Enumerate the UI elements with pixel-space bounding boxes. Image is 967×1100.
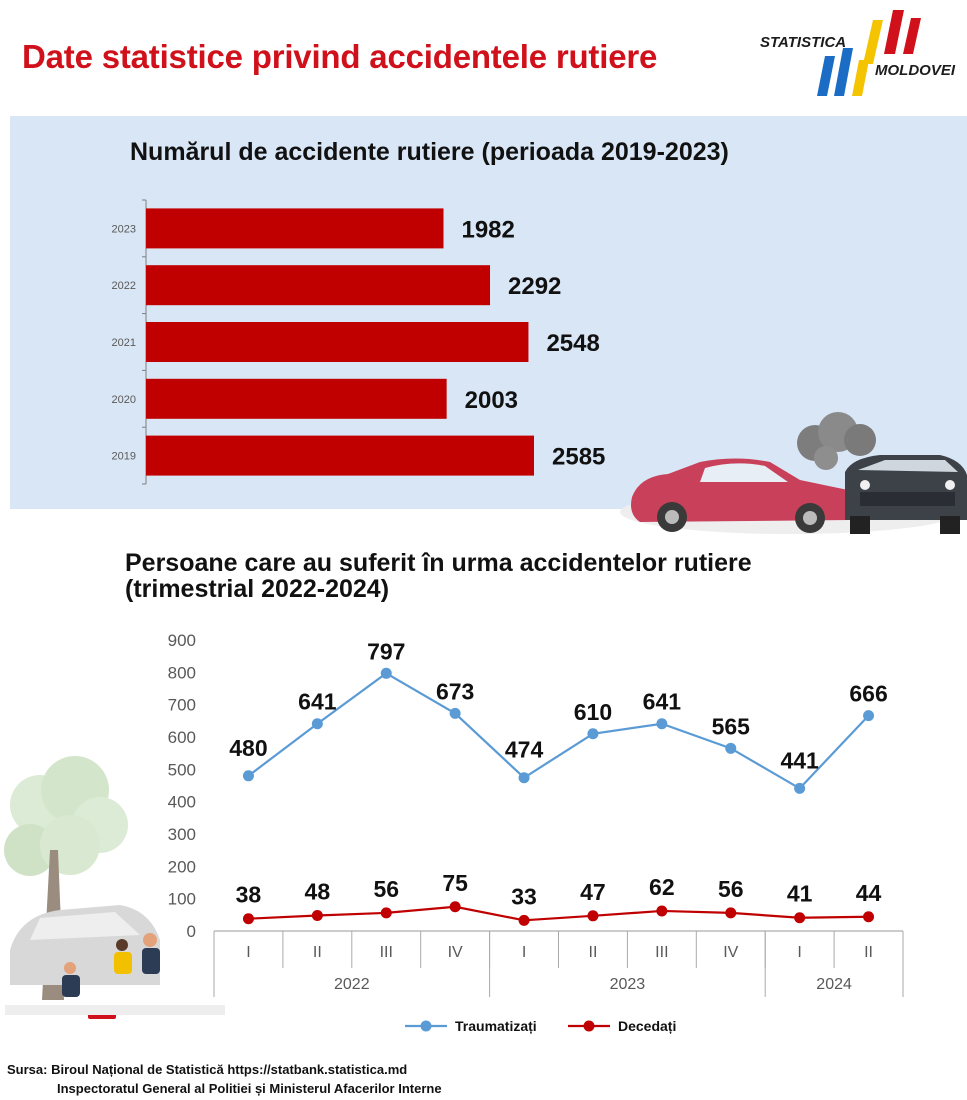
page-title: Date statistice privind accidentele rutiere — [22, 38, 658, 75]
y-tick-label: 300 — [167, 825, 196, 844]
data-label: 673 — [435, 678, 475, 705]
y-tick-label: 800 — [167, 663, 196, 683]
series-point — [450, 901, 461, 912]
data-label: 38 — [235, 881, 262, 908]
source-line-2: Inspectoratul General al Politiei și Ministerul Afacerilor Interne — [57, 1081, 442, 1096]
car-crash-illustration — [620, 412, 967, 534]
data-label: 56 — [717, 875, 744, 902]
series-point — [794, 912, 805, 923]
y-tick-label: 600 — [167, 728, 196, 747]
series-point — [863, 710, 874, 721]
data-label: 33 — [511, 883, 537, 910]
legend-label: Traumatizați — [455, 1018, 537, 1034]
x-tick-label: IV — [723, 944, 739, 961]
data-label: 641 — [298, 688, 337, 715]
bar-chart — [112, 200, 606, 484]
data-label: 441 — [780, 747, 819, 774]
bar-value-label: 2585 — [552, 443, 606, 471]
series-line-0 — [248, 673, 868, 788]
wrecked-car-icon — [10, 905, 160, 985]
bar-value-label: 2003 — [464, 386, 519, 414]
data-label: 480 — [229, 734, 268, 761]
series-point — [519, 915, 530, 926]
data-label: 62 — [649, 873, 675, 900]
legend-label: Decedați — [618, 1018, 677, 1034]
series-point — [519, 772, 530, 783]
series-point — [243, 913, 254, 924]
y-tick-label: 0 — [186, 922, 196, 941]
y-tick-label: 100 — [167, 889, 196, 909]
bar-value-label: 1982 — [461, 216, 515, 244]
data-label: 797 — [367, 638, 406, 665]
x-tick-label: II — [864, 944, 873, 961]
data-label: 641 — [642, 688, 682, 715]
x-tick-label: I — [246, 944, 251, 961]
data-label: 565 — [711, 713, 750, 740]
bar-value-label: 2548 — [546, 330, 600, 357]
bar-category-label: 2021 — [111, 337, 136, 349]
data-label: 47 — [580, 878, 606, 905]
series-point — [381, 668, 392, 679]
source-note — [7, 1060, 442, 1098]
year-group-label: 2022 — [334, 976, 370, 993]
series-point — [656, 905, 667, 916]
bar-2020 — [146, 379, 447, 419]
legend-marker — [421, 1021, 432, 1032]
series-point — [863, 911, 874, 922]
data-label: 610 — [573, 698, 613, 725]
x-tick-label: II — [588, 944, 598, 961]
bar-2021 — [146, 322, 528, 362]
year-group-label: 2023 — [609, 976, 646, 993]
series-line-1 — [248, 907, 868, 921]
bar-category-label: 2022 — [111, 280, 136, 293]
data-label: 41 — [786, 880, 813, 907]
series-point — [656, 718, 667, 729]
series-point — [725, 743, 736, 754]
y-tick-label: 900 — [167, 631, 196, 650]
x-tick-label: III — [655, 944, 669, 961]
data-label: 75 — [442, 869, 468, 896]
series-point — [312, 718, 323, 729]
data-label: 474 — [504, 736, 544, 763]
series-point — [450, 708, 461, 719]
bar-2019 — [146, 436, 534, 476]
logo-text-statistica: STATISTICA — [760, 34, 847, 51]
data-label: 666 — [849, 680, 888, 707]
logo-text-moldovei: MOLDOVEI — [875, 62, 956, 79]
bar-2022 — [146, 265, 490, 305]
legend-marker — [584, 1021, 595, 1032]
series-point — [381, 907, 392, 918]
line-chart-title-line2: (trimestrial 2022-2024) — [125, 575, 390, 603]
data-label: 48 — [304, 878, 331, 905]
line-chart-title — [125, 550, 752, 602]
bar-category-label: 2020 — [111, 393, 136, 406]
series-point — [725, 907, 736, 918]
y-tick-label: 200 — [167, 857, 196, 877]
bar-chart-title: Numărul de accidente rutiere (perioada 2019-2023) — [130, 138, 729, 166]
series-point — [312, 910, 323, 921]
bar-value-label: 2292 — [508, 273, 562, 301]
line-chart — [168, 631, 903, 1034]
series-point — [794, 783, 805, 794]
x-tick-label: III — [379, 944, 393, 961]
bar-2023 — [146, 208, 443, 248]
y-tick-label: 700 — [167, 695, 196, 715]
bar-category-label: 2019 — [111, 450, 136, 463]
series-point — [587, 728, 598, 739]
x-tick-label: I — [521, 944, 527, 961]
x-tick-label: II — [312, 944, 322, 961]
year-group-label: 2024 — [816, 976, 852, 993]
x-tick-label: I — [797, 944, 802, 961]
series-point — [243, 770, 254, 781]
source-line-1: Sursa: Biroul Național de Statistică https://statbank.statistica.md — [7, 1062, 408, 1077]
data-label: 56 — [373, 875, 400, 902]
y-tick-label: 400 — [167, 792, 196, 812]
bar-category-label: 2023 — [111, 223, 136, 236]
data-label: 44 — [855, 879, 882, 906]
line-chart-title-line1: Persoane care au suferit în urma accidentelor rutiere — [125, 549, 752, 577]
series-point — [587, 910, 598, 921]
y-tick-label: 500 — [167, 760, 196, 780]
x-tick-label: IV — [447, 944, 463, 961]
